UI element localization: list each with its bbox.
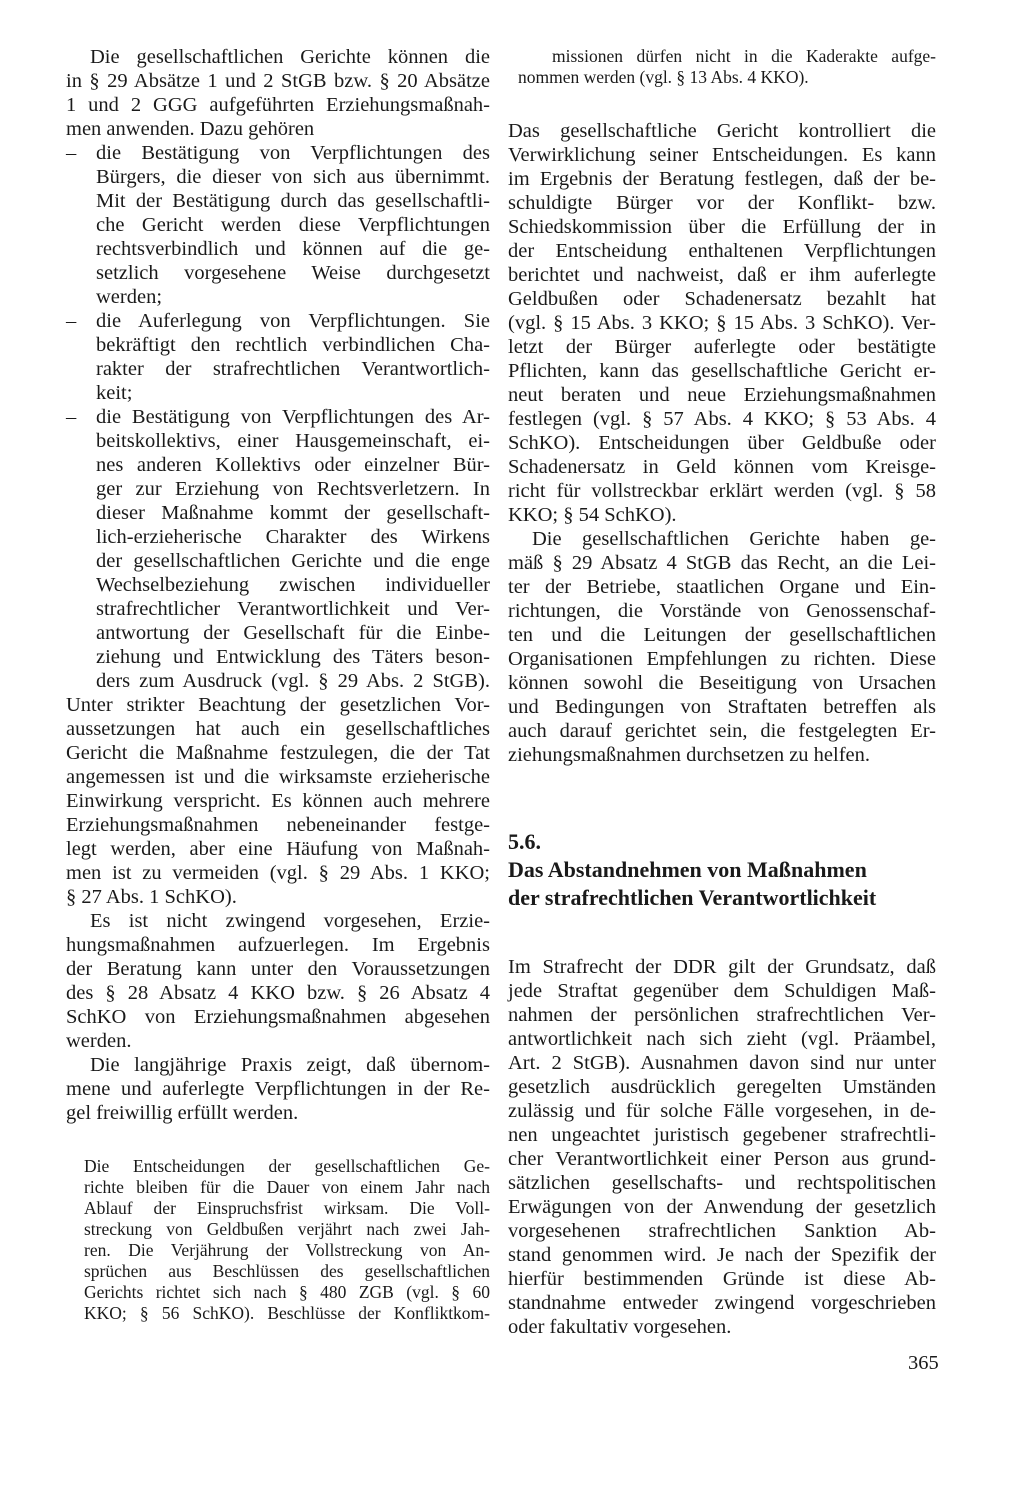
text-line: Geldbußen oder Schadenersatz bezahlt hat (508, 288, 936, 310)
text-line: Erziehungsmaßnahmen nebeneinander festge- (66, 814, 490, 836)
list-item-line: ger zur Erziehung von Rechtsverletzern. In (96, 478, 490, 500)
text-line: legt werden, aber eine Häufung von Maßnah- (66, 838, 490, 860)
text-line: vorgesehenen strafrechtlichen Sanktion Ab- (508, 1220, 936, 1242)
text-line: KKO; § 54 SchKO). (508, 504, 677, 526)
text-line: jede Straftat gegenüber dem Schuldigen Maß- (508, 980, 936, 1002)
text-line: festlegen (vgl. § 57 Abs. 4 KKO; § 53 Abs. 4 (508, 408, 936, 430)
text-line: richt für vollstreckbar erklärt werden (vgl. § 58 (508, 480, 936, 502)
section-title-line: der strafrechtlichen Verantwortlichkeit (508, 885, 877, 910)
text-line: angemessen ist und die wirksamste erzieherische (66, 766, 490, 788)
text-line: Schadenersatz in Geld können vom Kreisge- (508, 456, 936, 478)
text-line: oder fakultativ vorgesehen. (508, 1316, 732, 1338)
text-line: nahmen der persönlichen strafrechtlichen Ver- (508, 1004, 936, 1026)
text-line: und Bedingungen von Straftaten betreffen als (508, 696, 936, 718)
text-line: richtungen, die Vorstände von Genossenschaf- (508, 600, 936, 622)
list-item-line: lich-erzieherische Charakter des Wirkens (96, 526, 490, 548)
text-line: berichtet und nachweist, daß er ihm auferlegte (508, 264, 936, 286)
note-line: Die Entscheidungen der gesellschaftlichen Ge- (84, 1156, 490, 1176)
list-item-line: che Gericht werden diese Verpflichtungen (96, 214, 490, 236)
list-dash: – (66, 310, 77, 332)
text-line: men anwenden. Dazu gehören (66, 118, 315, 140)
text-line: ter der Betriebe, staatlichen Organe und Ein- (508, 576, 936, 598)
text-line: standnahme entweder zwingend vorgeschrieben (508, 1292, 936, 1314)
text-line: des § 28 Absatz 4 KKO bzw. § 26 Absatz 4 (66, 982, 490, 1004)
text-line: Erwägungen von der Anwendung der gesetzlich (508, 1196, 936, 1218)
note-line: richte bleiben für die Dauer von einem Jahr nach (84, 1177, 490, 1197)
text-line: antwortlichkeit nach sich zieht (vgl. Präambel, (508, 1028, 936, 1050)
list-item-line: rakter der strafrechtlichen Verantwortlich- (96, 358, 490, 380)
list-item-line: ders zum Ausdruck (vgl. § 29 Abs. 2 StGB). (96, 670, 490, 692)
list-item-line: nes anderen Kollektivs oder einzelner Bür- (96, 454, 490, 476)
text-line: SchKO von Erziehungsmaßnahmen abgesehen (66, 1006, 490, 1028)
text-line: Art. 2 StGB). Ausnahmen davon sind nur unter (508, 1052, 936, 1074)
text-line: Einwirkung verspricht. Es können auch mehrere (66, 790, 490, 812)
list-item-line: antwortung der Gesellschaft für die Einbe- (96, 622, 490, 644)
list-item-line: bekräftigt den rechtlich verbindlichen Cha- (96, 334, 490, 356)
text-line: der Entscheidung enthaltenen Verpflichtungen (508, 240, 936, 262)
text-line: stand genommen wird. Je nach der Spezifik der (508, 1244, 936, 1266)
text-line: gesetzlich ausdrücklich geregelten Umständen (508, 1076, 936, 1098)
text-line: Unter strikter Beachtung der gesetzlichen Vor- (66, 694, 490, 716)
text-line: Die gesellschaftlichen Gerichte haben ge- (532, 528, 936, 550)
text-line: zulässig und für solche Fälle vorgesehen, in de- (508, 1100, 936, 1122)
text-line: ziehungsmaßnahmen durchsetzen zu helfen. (508, 744, 871, 766)
list-dash: – (66, 406, 77, 428)
list-item-line: Bürgers, die dieser von sich aus übernimmt. (96, 166, 490, 188)
list-item-line: dieser Maßnahme kommt der gesellschaft- (96, 502, 490, 524)
list-item-line: Wechselbeziehung zwischen individueller (96, 574, 490, 596)
list-item-line: setzlich vorgesehene Weise durchgesetzt (96, 262, 490, 284)
text-line: in § 29 Absätze 1 und 2 StGB bzw. § 20 Absätze (66, 70, 490, 92)
list-dash: – (66, 142, 77, 164)
text-line: Pflichten, kann das gesellschaftliche Gericht er- (508, 360, 936, 382)
list-item-line: werden; (96, 286, 163, 308)
text-line: aussetzungen hat auch ein gesellschaftliches (66, 718, 490, 740)
note-line: KKO; § 56 SchKO). Beschlüsse der Konfliktkom- (84, 1303, 490, 1323)
note-line: sprüchen aus Beschlüssen des gesellschaftlichen (84, 1261, 490, 1281)
list-item-line: der gesellschaftlichen Gerichte und die enge (96, 550, 490, 572)
text-line: mene und auferlegte Verpflichtungen in der Re- (66, 1078, 490, 1100)
text-line: cher Verantwortlichkeit einer Person aus grund- (508, 1148, 936, 1170)
text-line: mäß § 29 Absatz 4 StGB das Recht, an die Lei- (508, 552, 936, 574)
text-line: ten und die Leitungen der gesellschaftlichen (508, 624, 936, 646)
list-item-line: die Bestätigung von Verpflichtungen des Ar- (96, 406, 490, 428)
text-line: Verwirklichung seiner Entscheidungen. Es kann (508, 144, 936, 166)
text-line: hungsmaßnahmen aufzuerlegen. Im Ergebnis (66, 934, 490, 956)
text-line: hierfür bestimmenden Gründe ist diese Ab- (508, 1268, 936, 1290)
text-line: sätzlichen gesellschafts- und rechtspolitischen (508, 1172, 936, 1194)
section-title-line: Das Abstandnehmen von Maßnahmen (508, 857, 867, 882)
text-line: SchKO). Entscheidungen über Geldbuße oder (508, 432, 936, 454)
page-number: 365 (908, 1352, 939, 1374)
text-line: nen ungeachtet juristisch gegebener strafrechtli- (508, 1124, 936, 1146)
list-item-line: beitskollektivs, einer Hausgemeinschaft, ei- (96, 430, 490, 452)
text-line: § 27 Abs. 1 SchKO). (66, 886, 237, 908)
note-line: missionen dürfen nicht in die Kaderakte aufge- (552, 46, 936, 66)
text-line: Die langjährige Praxis zeigt, daß übernom- (90, 1054, 490, 1076)
text-line: letzt der Bürger auferlegte oder bestätigte (508, 336, 936, 358)
text-line: können sowohl die Beseitigung von Ursachen (508, 672, 936, 694)
note-line: nommen werden (vgl. § 13 Abs. 4 KKO). (518, 67, 809, 87)
text-line: men ist zu vermeiden (vgl. § 29 Abs. 1 KKO; (66, 862, 490, 884)
text-line: Es ist nicht zwingend vorgesehen, Erzie- (90, 910, 490, 932)
text-line: Das gesellschaftliche Gericht kontrolliert die (508, 120, 936, 142)
text-line: (vgl. § 15 Abs. 3 KKO; § 15 Abs. 3 SchKO). Ver- (508, 312, 936, 334)
list-item-line: die Bestätigung von Verpflichtungen des (96, 142, 490, 164)
text-line: neut beraten und neue Erziehungsmaßnahmen (508, 384, 936, 406)
list-item-line: strafrechtlicher Verantwortlichkeit und Ver- (96, 598, 490, 620)
list-item-line: Mit der Bestätigung durch das gesellschaftli- (96, 190, 490, 212)
list-item-line: ziehung und Entwicklung des Täters beson- (96, 646, 490, 668)
text-line: Die gesellschaftlichen Gerichte können die (90, 46, 490, 68)
note-line: streckung von Geldbußen verjährt nach zwei Jah- (84, 1219, 490, 1239)
list-item-line: keit; (96, 382, 133, 404)
text-line: 1 und 2 GGG aufgeführten Erziehungsmaßnah- (66, 94, 490, 116)
text-line: auch darauf gerichtet sein, die festgelegten Er- (508, 720, 936, 742)
note-line: ren. Die Verjährung der Vollstreckung von An- (84, 1240, 490, 1260)
text-line: im Ergebnis der Beratung festlegen, daß der be- (508, 168, 936, 190)
text-line: Im Strafrecht der DDR gilt der Grundsatz, daß (508, 956, 936, 978)
text-line: werden. (66, 1030, 132, 1052)
note-line: Ablauf der Einspruchsfrist wirksam. Die Voll- (84, 1198, 490, 1218)
text-line: gel freiwillig erfüllt werden. (66, 1102, 299, 1124)
list-item-line: die Auferlegung von Verpflichtungen. Sie (96, 310, 490, 332)
note-line: Gerichts richtet sich nach § 480 ZGB (vgl. § 60 (84, 1282, 490, 1302)
section-number: 5.6. (508, 829, 541, 854)
text-line: Organisationen Empfehlungen zu richten. Diese (508, 648, 936, 670)
text-line: der Beratung kann unter den Voraussetzungen (66, 958, 490, 980)
text-line: schuldigte Bürger vor der Konflikt- bzw. (508, 192, 936, 214)
text-line: Gericht die Maßnahme festzulegen, die der Tat (66, 742, 490, 764)
text-line: Schiedskommission über die Erfüllung der in (508, 216, 936, 238)
list-item-line: rechtsverbindlich und können auf die ge- (96, 238, 490, 260)
